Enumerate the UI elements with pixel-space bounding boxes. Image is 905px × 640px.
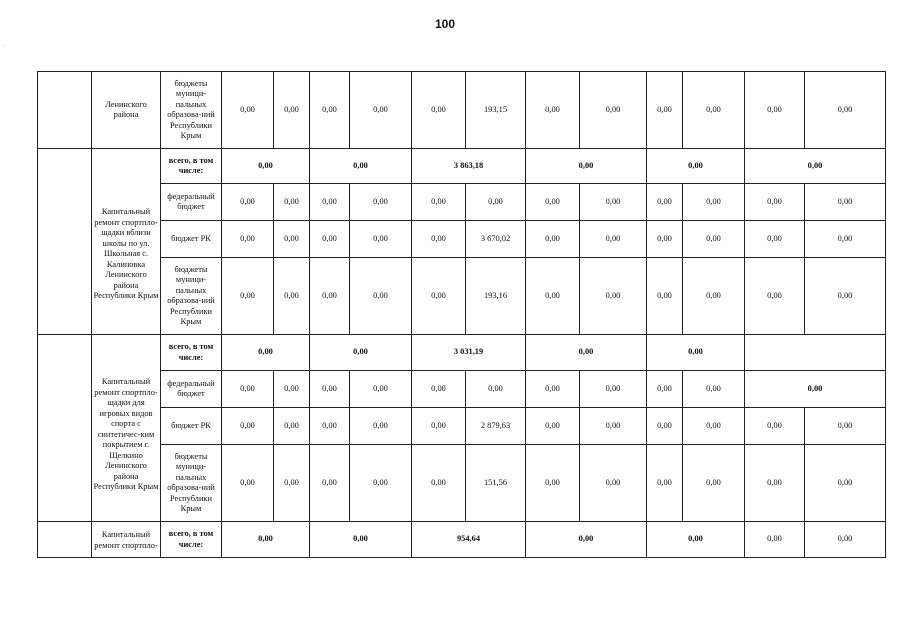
value-cell: 0,00 xyxy=(683,184,745,221)
value-cell: 0,00 xyxy=(805,258,886,335)
source-cell: бюджет РК xyxy=(161,221,222,258)
value-cell: 0,00 xyxy=(745,221,805,258)
number-cell xyxy=(38,335,92,522)
value-cell: 0,00 xyxy=(274,184,310,221)
merged-value-cell: 0,00 xyxy=(745,371,886,408)
value-cell: 0,00 xyxy=(412,184,466,221)
source-cell: бюджеты муници-пальных образова-ний Республики Крым xyxy=(161,445,222,522)
value-cell: 0,00 xyxy=(580,184,647,221)
total-cell: 0,00 xyxy=(526,149,647,184)
number-cell xyxy=(38,149,92,335)
value-cell: 0,00 xyxy=(647,258,683,335)
table-row xyxy=(38,445,886,522)
value-cell: 0,00 xyxy=(805,184,886,221)
value-cell: 0,00 xyxy=(310,258,350,335)
value-cell: 0,00 xyxy=(683,258,745,335)
value-cell: 0,00 xyxy=(526,184,580,221)
project-name-cell: Капитальный ремонт спортпло-щадки для игровых видов спорта с синтетичес-ким покрытием г. Щелкино Ленинского района Республики Крым xyxy=(92,335,161,522)
value-cell: 0,00 xyxy=(222,445,274,522)
source-cell: бюджеты муници-пальных образова-ний Республики Крым xyxy=(161,258,222,335)
total-cell: 0,00 xyxy=(310,522,412,558)
scan-artifact: . xyxy=(2,40,5,48)
value-cell: 0,00 xyxy=(580,445,647,522)
value-cell: 151,56 xyxy=(466,445,526,522)
table-row xyxy=(38,371,886,408)
value-cell: 0,00 xyxy=(274,408,310,445)
value-cell: 0,00 xyxy=(647,184,683,221)
source-cell: бюджет РК xyxy=(161,408,222,445)
value-cell: 0,00 xyxy=(274,371,310,408)
project-name-cell: Ленинского района xyxy=(92,72,161,149)
value-cell: 0,00 xyxy=(310,371,350,408)
value-cell: 0,00 xyxy=(222,371,274,408)
value-cell: 0,00 xyxy=(412,221,466,258)
value-cell: 0,00 xyxy=(222,408,274,445)
value-cell: 0,00 xyxy=(647,371,683,408)
value-cell: 0,00 xyxy=(222,258,274,335)
value-cell: 0,00 xyxy=(745,184,805,221)
page-number: 100 xyxy=(434,17,456,31)
value-cell: 0,00 xyxy=(350,72,412,149)
value-cell: 0,00 xyxy=(222,184,274,221)
total-cell: 3 031,19 xyxy=(412,335,526,371)
value-cell: 0,00 xyxy=(310,445,350,522)
value-cell: 0,00 xyxy=(350,184,412,221)
value-cell: 0,00 xyxy=(805,522,886,558)
value-cell: 0,00 xyxy=(274,72,310,149)
value-cell: 0,00 xyxy=(310,72,350,149)
number-cell xyxy=(38,522,92,558)
value-cell: 0,00 xyxy=(526,408,580,445)
total-cell: 0,00 xyxy=(526,335,647,371)
total-cell: 0,00 xyxy=(647,335,745,371)
value-cell: 0,00 xyxy=(350,258,412,335)
total-cell: 0,00 xyxy=(647,522,745,558)
table-row xyxy=(38,221,886,258)
value-cell: 0,00 xyxy=(683,408,745,445)
source-cell-total: всего, в том числе: xyxy=(161,149,222,184)
project-name-cell: Капитальный ремонт спортпло- xyxy=(92,522,161,558)
table-row-total xyxy=(38,522,886,558)
table-row-total xyxy=(38,149,886,184)
value-cell: 0,00 xyxy=(222,72,274,149)
value-cell: 0,00 xyxy=(683,371,745,408)
table-row xyxy=(38,258,886,335)
number-cell xyxy=(38,72,92,149)
source-cell: бюджеты муници-пальных образова-ний Республики Крым xyxy=(161,72,222,149)
source-cell: федеральный бюджет xyxy=(161,371,222,408)
value-cell: 0,00 xyxy=(745,445,805,522)
value-cell: 0,00 xyxy=(805,408,886,445)
value-cell: 0,00 xyxy=(350,371,412,408)
value-cell: 0,00 xyxy=(580,371,647,408)
table-row xyxy=(38,408,886,445)
value-cell: 0,00 xyxy=(412,371,466,408)
value-cell: 0,00 xyxy=(580,221,647,258)
value-cell: 0,00 xyxy=(350,445,412,522)
value-cell: 0,00 xyxy=(683,72,745,149)
value-cell: 0,00 xyxy=(526,72,580,149)
value-cell: 0,00 xyxy=(274,445,310,522)
project-name-cell: Капитальный ремонт спортпло-щадки вблизи школы по ул. Школьная с. Калиновка Ленинского района Республики Крым xyxy=(92,149,161,335)
table-row-total xyxy=(38,335,886,371)
total-cell: 0,00 xyxy=(745,149,886,184)
total-cell: 0,00 xyxy=(222,522,310,558)
total-cell: 3 863,18 xyxy=(412,149,526,184)
source-cell-total: всего, в том числе: xyxy=(161,335,222,371)
value-cell: 0,00 xyxy=(805,72,886,149)
value-cell: 0,00 xyxy=(526,371,580,408)
value-cell: 0,00 xyxy=(683,221,745,258)
empty-cell xyxy=(745,335,886,371)
value-cell: 0,00 xyxy=(683,445,745,522)
value-cell: 0,00 xyxy=(526,258,580,335)
value-cell: 0,00 xyxy=(580,408,647,445)
value-cell: 0,00 xyxy=(412,408,466,445)
value-cell: 0,00 xyxy=(745,72,805,149)
table-row xyxy=(38,184,886,221)
value-cell: 0,00 xyxy=(745,522,805,558)
value-cell: 0,00 xyxy=(647,408,683,445)
value-cell: 0,00 xyxy=(745,408,805,445)
table-row xyxy=(38,72,886,149)
value-cell: 0,00 xyxy=(310,184,350,221)
value-cell: 0,00 xyxy=(310,221,350,258)
value-cell: 0,00 xyxy=(466,184,526,221)
value-cell: 0,00 xyxy=(805,445,886,522)
value-cell: 3 670,02 xyxy=(466,221,526,258)
value-cell: 0,00 xyxy=(350,221,412,258)
value-cell: 0,00 xyxy=(412,445,466,522)
value-cell: 0,00 xyxy=(274,221,310,258)
value-cell: 0,00 xyxy=(526,445,580,522)
value-cell: 193,15 xyxy=(466,72,526,149)
source-cell-total: всего, в том числе: xyxy=(161,522,222,558)
value-cell: 193,16 xyxy=(466,258,526,335)
total-cell: 0,00 xyxy=(647,149,745,184)
value-cell: 0,00 xyxy=(222,221,274,258)
value-cell: 0,00 xyxy=(647,445,683,522)
source-cell: федеральный бюджет xyxy=(161,184,222,221)
total-cell: 0,00 xyxy=(526,522,647,558)
value-cell: 0,00 xyxy=(412,72,466,149)
total-cell: 0,00 xyxy=(310,149,412,184)
value-cell: 0,00 xyxy=(274,258,310,335)
value-cell: 0,00 xyxy=(805,221,886,258)
value-cell: 0,00 xyxy=(647,221,683,258)
value-cell: 0,00 xyxy=(466,371,526,408)
total-cell: 0,00 xyxy=(222,149,310,184)
total-cell: 0,00 xyxy=(222,335,310,371)
value-cell: 0,00 xyxy=(310,408,350,445)
value-cell: 0,00 xyxy=(647,72,683,149)
value-cell: 0,00 xyxy=(350,408,412,445)
value-cell: 0,00 xyxy=(580,258,647,335)
total-cell: 954,64 xyxy=(412,522,526,558)
value-cell: 0,00 xyxy=(580,72,647,149)
total-cell: 0,00 xyxy=(310,335,412,371)
budget-table xyxy=(37,71,886,558)
value-cell: 0,00 xyxy=(412,258,466,335)
value-cell: 0,00 xyxy=(745,258,805,335)
value-cell: 2 879,63 xyxy=(466,408,526,445)
value-cell: 0,00 xyxy=(526,221,580,258)
